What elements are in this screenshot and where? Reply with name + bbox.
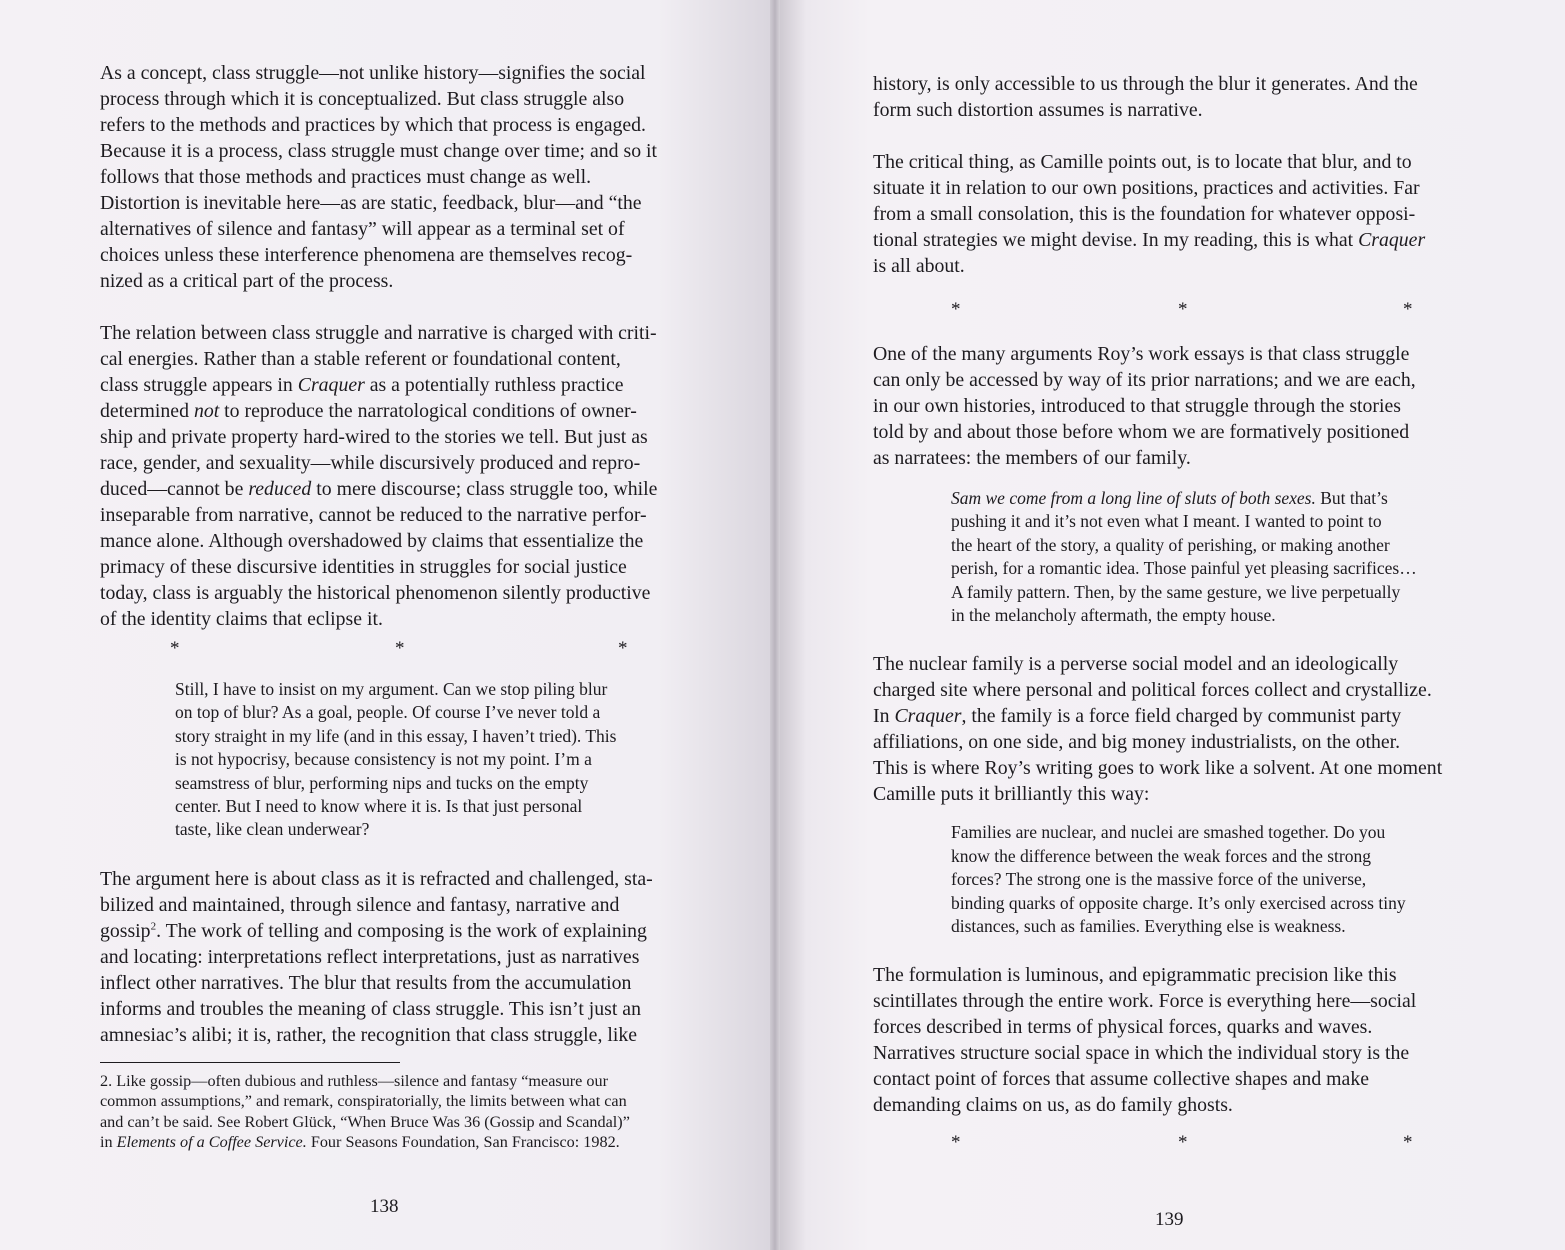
asterisk: * xyxy=(1178,1132,1188,1154)
text-line: nized as a critical part of the process. xyxy=(100,270,394,292)
page-number: 138 xyxy=(370,1196,399,1217)
quote-line: the heart of the story, a quality of perishing, or making another xyxy=(951,534,1390,555)
text-line: scintillates through the entire work. Force is everything here—social xyxy=(873,990,1417,1013)
text-run: tional strategies we might devise. In my reading, this is what xyxy=(873,229,1359,251)
section-break xyxy=(873,1132,1469,1158)
text-line: Because it is a process, class struggle must change over time; and so it xyxy=(100,140,658,162)
text-run: in xyxy=(100,1133,117,1152)
text-line: can only be accessed by way of its prior narrations; and we are each, xyxy=(873,369,1416,391)
right-page xyxy=(775,0,1565,1250)
asterisk: * xyxy=(1178,299,1188,320)
quote-line: Families are nuclear, and nuclei are smashed together. Do you xyxy=(951,822,1386,843)
text-run: duced—cannot be xyxy=(100,478,249,500)
text-line: inseparable from narrative, cannot be reduced to the narrative perfor- xyxy=(100,504,647,526)
text-line xyxy=(100,918,690,944)
text-line: choices unless these interference phenomena are themselves recog- xyxy=(100,244,633,266)
paragraph xyxy=(100,866,690,1048)
italic-title: Craquer xyxy=(894,705,962,728)
quote-line: in the melancholy aftermath, the empty house. xyxy=(951,605,1276,626)
italic-emphasis: not xyxy=(193,400,220,422)
text-line: The critical thing, as Camille points out, is to locate that blur, and to xyxy=(873,151,1412,173)
quote-line: Still, I have to insist on my argument. Can we stop piling blur xyxy=(175,679,608,699)
quote-line xyxy=(951,487,1473,510)
footnote-line: and can’t be said. See Robert Glück, “When Bruce Was 36 (Gossip and Scandal)” xyxy=(100,1112,630,1131)
text-line: charged site where personal and political forces collect and crystallize. xyxy=(873,679,1432,702)
text-line: As a concept, class struggle—not unlike history—signifies the social xyxy=(100,62,646,84)
text-line xyxy=(100,372,690,398)
text-line: Camille puts it brilliantly this way: xyxy=(873,783,1150,806)
text-run: to mere discourse; class struggle too, while xyxy=(311,478,658,500)
text-line: of the identity claims that eclipse it. xyxy=(100,608,383,630)
footnote-line: 2. Like gossip—often dubious and ruthless—silence and fantasy “measure our xyxy=(100,1071,608,1090)
section-break xyxy=(100,638,690,664)
text-line: in our own histories, introduced to that struggle through the stories xyxy=(873,395,1401,417)
quote-line: pushing it and it’s not even what I meant. I wanted to point to xyxy=(951,511,1382,532)
paragraph xyxy=(873,341,1469,471)
text-line: race, gender, and sexuality—while discursively produced and repro- xyxy=(100,452,641,474)
text-line xyxy=(100,398,690,424)
footnote-line xyxy=(100,1132,690,1153)
text-run: gossip xyxy=(100,919,151,942)
left-page xyxy=(0,0,775,1250)
text-run: Four Seasons Foundation, San Francisco: 1982. xyxy=(306,1133,620,1152)
quote-line: center. But I need to know where it is. Is that just personal xyxy=(175,796,583,817)
text-line: follows that those methods and practices must change as well. xyxy=(100,166,592,188)
text-line xyxy=(873,227,1469,253)
italic-title: Craquer xyxy=(1358,229,1426,251)
text-line: primacy of these discursive identities in struggles for social justice xyxy=(100,556,627,578)
text-run: to reproduce the narratological conditions of owner- xyxy=(219,400,637,422)
text-line: contact point of forces that assume collective shapes and make xyxy=(873,1068,1369,1091)
block-quote xyxy=(100,678,690,842)
text-run: In xyxy=(873,705,895,728)
asterisk: * xyxy=(951,1132,961,1154)
block-quote xyxy=(873,487,1469,627)
text-run: as a potentially ruthless practice xyxy=(364,374,624,396)
text-line: demanding claims on us, as do family ghosts. xyxy=(873,1094,1233,1117)
text-line: history, is only accessible to us through the blur it generates. And the xyxy=(873,73,1418,95)
asterisk: * xyxy=(1403,299,1413,320)
text-line: from a small consolation, this is the foundation for whatever opposi- xyxy=(873,203,1416,225)
text-line: This is where Roy’s writing goes to work like a solvent. At one moment xyxy=(873,757,1443,780)
text-line: Narratives structure social space in which the individual story is the xyxy=(873,1042,1410,1065)
quote-line: story straight in my life (and in this essay, I haven’t tried). This xyxy=(175,725,617,746)
text-run: , the family is a force field charged by communist party xyxy=(961,705,1402,728)
quote-line: forces? The strong one is the massive force of the universe, xyxy=(951,869,1367,890)
quote-line: know the difference between the weak forces and the strong xyxy=(951,845,1371,866)
text-line: bilized and maintained, through silence and fantasy, narrative and xyxy=(100,893,620,916)
text-line: refers to the methods and practices by which that process is engaged. xyxy=(100,114,647,136)
italic-title: Craquer xyxy=(297,374,365,396)
text-line: informs and troubles the meaning of class struggle. This isn’t just an xyxy=(100,997,641,1020)
text-line: cal energies. Rather than a stable referent or foundational content, xyxy=(100,348,621,370)
italic-title: Elements of a Coffee Service. xyxy=(116,1133,307,1152)
quote-line: taste, like clean underwear? xyxy=(175,819,370,840)
quote-line: seamstress of blur, performing nips and tucks on the empty xyxy=(175,772,589,793)
page-number: 139 xyxy=(1155,1209,1184,1230)
paragraph xyxy=(100,60,690,294)
italic-emphasis: reduced xyxy=(248,478,312,500)
asterisk: * xyxy=(170,638,180,659)
quote-line: distances, such as families. Everything else is weakness. xyxy=(951,916,1346,937)
book-gutter xyxy=(770,0,780,1250)
text-line: as narratees: the members of our family. xyxy=(873,447,1191,469)
footnote-rule xyxy=(100,1062,400,1063)
quote-line: on top of blur? As a goal, people. Of course I’ve never told a xyxy=(175,702,601,723)
paragraph xyxy=(873,651,1469,807)
text-line: The nuclear family is a perverse social model and an ideologically xyxy=(873,653,1399,676)
text-line: and locating: interpretations reflect interpretations, just as narratives xyxy=(100,945,640,968)
text-line: inflect other narratives. The blur that results from the accumulation xyxy=(100,971,632,994)
footnote-marker: 2 xyxy=(150,920,157,933)
text-line: form such distortion assumes is narrative. xyxy=(873,99,1203,121)
text-line: told by and about those before whom we are formatively positioned xyxy=(873,421,1410,443)
quote-line: perish, for a romantic idea. Those painful yet pleasing sacrifices… xyxy=(951,558,1417,579)
quote-line: A family pattern. Then, by the same gesture, we live perpetually xyxy=(951,581,1401,602)
paragraph xyxy=(873,71,1469,123)
paragraph xyxy=(873,962,1469,1118)
quote-line: is not hypocrisy, because consistency is not my point. I’m a xyxy=(175,749,592,770)
italic-quote: Sam we come from a long line of sluts of both sexes. xyxy=(951,488,1316,508)
text-line: alternatives of silence and fantasy” will appear as a terminal set of xyxy=(100,218,625,240)
text-line: process through which it is conceptualized. But class struggle also xyxy=(100,88,625,110)
left-text-column xyxy=(100,60,690,1153)
text-run: . The work of telling and composing is the work of explaining xyxy=(156,919,647,942)
quote-line: binding quarks of opposite charge. It’s only exercised across tiny xyxy=(951,892,1406,913)
footnote-line: common assumptions,” and remark, conspiratorially, the limits between what can xyxy=(100,1092,627,1111)
text-line: One of the many arguments Roy’s work essays is that class struggle xyxy=(873,343,1410,365)
text-line: The argument here is about class as it is refracted and challenged, sta- xyxy=(100,867,653,890)
text-run: But that’s xyxy=(1315,488,1388,508)
asterisk: * xyxy=(395,638,405,659)
text-line: situate it in relation to our own positions, practices and activities. Far xyxy=(873,177,1420,199)
text-line: Distortion is inevitable here—as are static, feedback, blur—and “the xyxy=(100,192,642,214)
text-line: The relation between class struggle and narrative is charged with criti- xyxy=(100,322,657,344)
asterisk: * xyxy=(1403,1132,1413,1154)
text-line: forces described in terms of physical forces, quarks and waves. xyxy=(873,1016,1373,1039)
text-line: amnesiac’s alibi; it is, rather, the recognition that class struggle, like xyxy=(100,1023,638,1046)
asterisk: * xyxy=(618,638,628,659)
right-text-column xyxy=(873,71,1469,1158)
section-break xyxy=(873,299,1469,325)
asterisk: * xyxy=(951,299,961,320)
text-line: affiliations, on one side, and big money industrialists, on the other. xyxy=(873,731,1401,754)
text-line: today, class is arguably the historical phenomenon silently productive xyxy=(100,582,651,604)
block-quote xyxy=(873,821,1469,938)
text-run: determined xyxy=(100,400,194,422)
text-line: is all about. xyxy=(873,255,965,277)
text-run: class struggle appears in xyxy=(100,374,298,396)
paragraph xyxy=(873,149,1469,279)
text-line xyxy=(100,476,690,502)
text-line: The formulation is luminous, and epigrammatic precision like this xyxy=(873,964,1397,987)
footnote xyxy=(100,1071,690,1153)
text-line: ship and private property hard-wired to the stories we tell. But just as xyxy=(100,426,648,448)
text-line: mance alone. Although overshadowed by claims that essentialize the xyxy=(100,530,644,552)
text-line xyxy=(873,703,1469,729)
paragraph xyxy=(100,320,690,632)
